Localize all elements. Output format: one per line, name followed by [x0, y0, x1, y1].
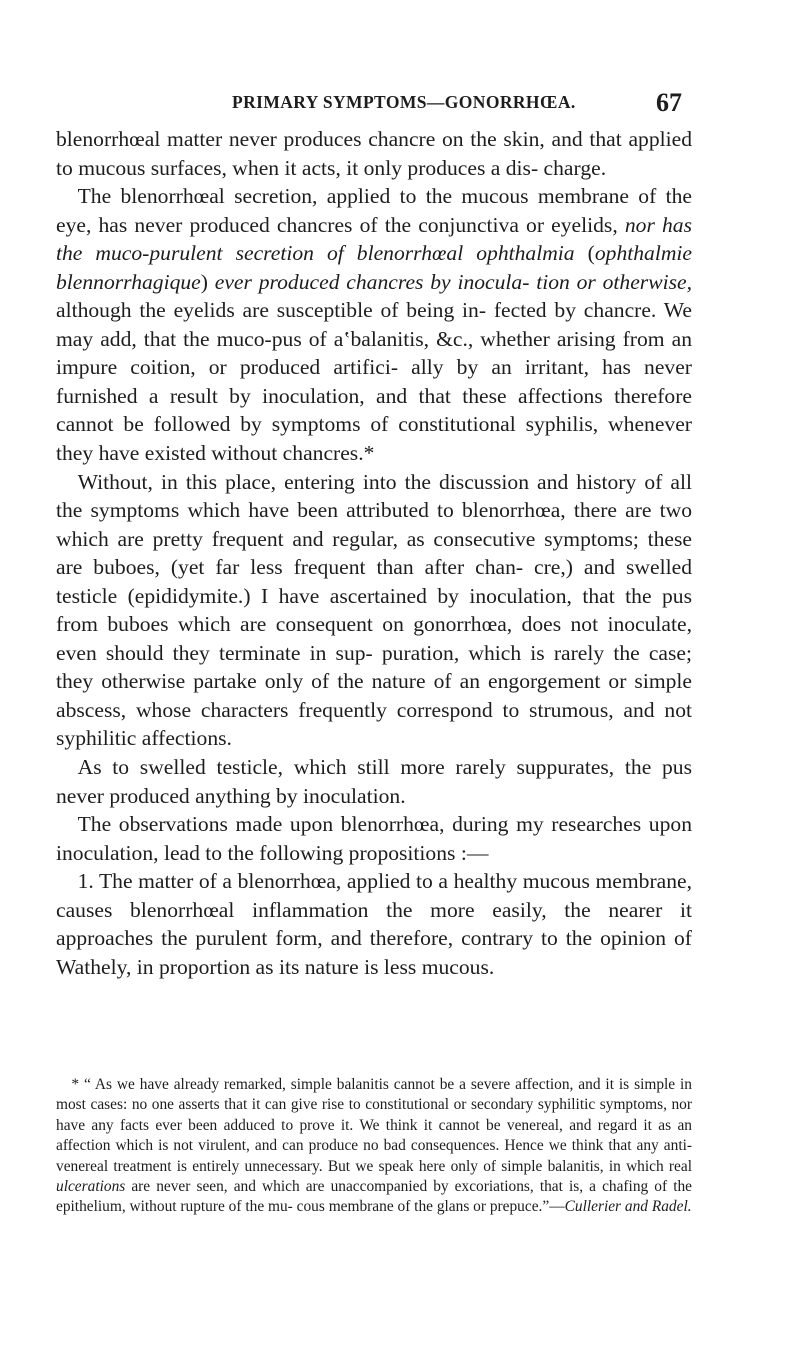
running-head: [0, 88, 800, 118]
paragraph-blenorrhoeal-secretion: [56, 182, 692, 467]
text-run: although the eyelids are susceptible of being in- fected by chancre. We may add, that the muco-pus of a‛balanitis, &c., whether arising from an impure coition, or produced artifici- ally by an irritant, has never furnished a result by inoculation, and that these affections therefore cannot be followed by symptoms of constitutional syphilis, whenever they have existed without chancres.*: [56, 298, 692, 466]
body-text: [56, 125, 692, 981]
italic-text-run: ever produced chancres by inocula- tion or otherwise,: [214, 269, 692, 294]
text-run: The blenorrhœal secretion, applied to the mucous membrane of the eye, has never produced chancres of the conjunctiva or eyelids,: [56, 184, 692, 237]
paragraph-swelled-testicle: As to swelled testicle, which still more rarely suppurates, the pus never produced anything by inoculation.: [56, 755, 692, 808]
paragraph-observations: The observations made upon blenorrhœa, during my researches upon inoculation, lead to the following propositions :—: [56, 812, 692, 865]
text-run: are never seen, and which are unaccompanied by excoriations, that is, a chafing of the epithelium, without rupture of the mu- cous membrane of the glans or prepuce.”—: [56, 1178, 692, 1216]
italic-text-run: nor has the muco-purulent secretion of blenorrhœal ophthalmia: [56, 212, 692, 266]
text-run: * “ As we have already remarked, simple balanitis cannot be a severe affection, and it is simple in most cases: no one asserts that it can give rise to constitutional or secondary syphilitic symptoms, nor have any facts ever been adduced to prove it. We think it cannot be venereal, and regard it as an affection which is not virulent, and can produce no bad consequences. Hence we think that any anti- venereal treatment is entirely unnecessary. But we speak here only of simple balanitis, in which real: [56, 1076, 692, 1175]
footnote-text: [56, 1075, 692, 1218]
italic-text-run: ulcerations: [56, 1178, 126, 1196]
footnote: [56, 1075, 692, 1218]
italic-text-run: ophthalmie blennorrhagique: [56, 241, 693, 294]
paragraph-buboes: Without, in this place, entering into the discussion and history of all the symptoms which have been attributed to blenorrhœa, there are two which are pretty frequent and regular, as consecutive symptoms; these are buboes, (yet far less frequent than after chan- cre,) and swelled testicle (epididymite.) I have ascertained by inoculation, that the pus from buboes which are consequent on gonorrhœa, does not inoculate, even should they terminate in sup- puration, which is rarely the case; they otherwise partake only of the nature of an engorgement or simple abscess, whose characters frequently correspond to strumous, and not syphilitic affections.: [56, 469, 692, 751]
text-run: (: [574, 241, 595, 266]
page-number: 67: [656, 88, 682, 117]
footnote-attribution: Cullerier and Radel.: [564, 1198, 692, 1216]
paragraph-proposition-1: 1. The matter of a blenorrhœa, applied to a healthy mucous membrane, causes blenorrhœal inflammation the more easily, the nearer it approaches the purulent form, and therefore, contrary to the opinion of Wathely, in proportion as its nature is less mucous.: [56, 869, 692, 979]
running-title: PRIMARY SYMPTOMS—GONORRHŒA.: [232, 92, 576, 112]
text-run: ): [200, 269, 215, 294]
paragraph-continued: blenorrhœal matter never produces chancre on the skin, and that applied to mucous surfaces, when it acts, it only produces a dis- charge.: [56, 127, 692, 180]
